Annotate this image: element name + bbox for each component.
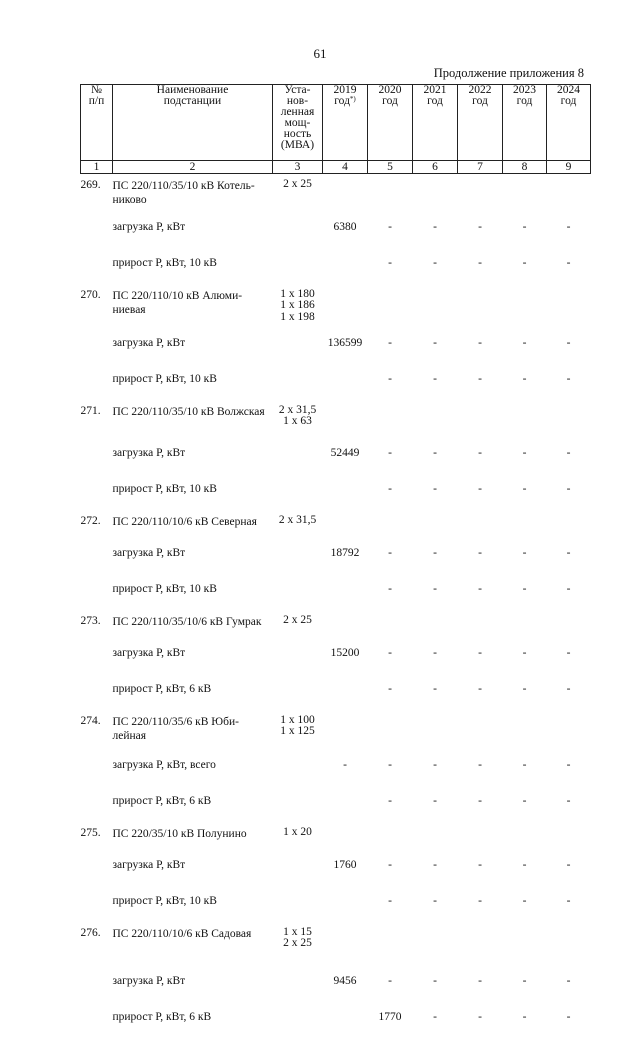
load-value: -	[478, 546, 482, 559]
growth-value: -	[388, 372, 392, 385]
substation-name	[113, 510, 273, 538]
load-value: -	[566, 646, 571, 659]
growth-value: -	[522, 794, 527, 807]
growth-value	[323, 886, 368, 922]
column-number: 1	[81, 161, 113, 174]
substation-name	[113, 610, 273, 638]
column-number: 7	[458, 161, 503, 174]
growth-value: -	[566, 1010, 571, 1023]
load-row	[81, 850, 591, 886]
growth-row	[81, 1002, 591, 1038]
load-value: 15200	[330, 646, 360, 659]
load-value: -	[522, 758, 527, 771]
growth-value: -	[566, 682, 571, 695]
load-label: загрузка Р, кВт	[112, 446, 186, 459]
growth-label: прирост Р, кВт, 10 кВ	[112, 256, 217, 269]
load-value: -	[433, 758, 437, 771]
installed-capacity	[273, 284, 323, 328]
installed-capacity	[273, 610, 323, 638]
load-value: -	[478, 220, 482, 233]
installed-capacity	[273, 400, 323, 438]
load-value: -	[388, 546, 392, 559]
load-value: -	[388, 974, 392, 987]
substation-title-row	[81, 610, 591, 638]
load-label: загрузка Р, кВт	[112, 858, 186, 871]
growth-label: прирост Р, кВт, 10 кВ	[112, 894, 217, 907]
load-value: 1760	[333, 858, 357, 871]
load-value: -	[566, 446, 571, 459]
growth-row	[81, 474, 591, 510]
growth-value: -	[388, 582, 392, 595]
page-number: 61	[313, 46, 327, 61]
growth-value: -	[522, 482, 527, 495]
column-number: 8	[503, 161, 547, 174]
load-value: -	[433, 336, 437, 349]
header-year-2020: 2020 год	[368, 85, 413, 161]
growth-value: -	[388, 894, 392, 907]
growth-value: -	[433, 582, 437, 595]
load-value: -	[433, 974, 437, 987]
load-value: 52449	[330, 446, 360, 459]
capacity-line: 2 х 31,5	[278, 513, 317, 526]
load-value: -	[343, 758, 347, 771]
growth-value: -	[433, 894, 437, 907]
growth-value: -	[566, 482, 571, 495]
capacity-line: 1 х 186	[280, 299, 315, 311]
growth-row	[81, 786, 591, 822]
substation-name-line: ПС 220/35/10 кВ Полунино	[112, 827, 247, 840]
growth-label: прирост Р, кВт, 6 кВ	[112, 682, 212, 695]
installed-capacity	[273, 922, 323, 966]
growth-value	[323, 1002, 368, 1038]
capacity-line: 1 х 63	[283, 415, 312, 427]
growth-value	[323, 674, 368, 710]
load-value: -	[522, 858, 527, 871]
substation-name-line: ПС 220/110/35/10 кВ Волжская	[112, 405, 265, 418]
header-year-2023: 2023 год	[503, 85, 547, 161]
column-number: 3	[273, 161, 323, 174]
substation-title-row	[81, 174, 591, 212]
growth-label: прирост Р, кВт, 6 кВ	[112, 1010, 212, 1023]
substation-number: 274.	[80, 714, 101, 727]
continuation-title: Продолжение приложения 8	[433, 66, 584, 80]
growth-value: -	[433, 256, 437, 269]
header-number: № п/п	[81, 85, 113, 161]
growth-row	[81, 364, 591, 400]
growth-value: -	[388, 482, 392, 495]
column-number: 5	[368, 161, 413, 174]
growth-row	[81, 574, 591, 610]
load-row	[81, 328, 591, 364]
load-value: 6380	[333, 220, 357, 233]
growth-label: прирост Р, кВт, 10 кВ	[112, 482, 217, 495]
load-value: -	[478, 646, 482, 659]
substation-number: 272.	[80, 514, 101, 527]
installed-capacity	[273, 174, 323, 212]
substation-table	[80, 84, 591, 1038]
growth-value: -	[433, 372, 437, 385]
load-value: -	[478, 336, 482, 349]
substation-name-line: ПС 220/110/35/6 кВ Юби-	[112, 715, 239, 728]
growth-value: -	[478, 794, 482, 807]
capacity-line: 2 х 25	[283, 178, 312, 190]
load-row	[81, 438, 591, 474]
load-row	[81, 966, 591, 1002]
substation-name	[113, 710, 273, 750]
load-value: -	[433, 220, 437, 233]
footnote-mark: *)	[349, 95, 356, 103]
substation-name-line: ПС 220/110/10/6 кВ Северная	[112, 515, 257, 528]
load-value: 9456	[333, 974, 357, 987]
growth-value: -	[566, 372, 571, 385]
header-name: Наименование подстанции	[113, 85, 273, 161]
growth-value: -	[478, 1010, 482, 1023]
growth-value: -	[522, 256, 527, 269]
load-value: -	[522, 446, 527, 459]
substation-name-line: ПС 220/110/10/6 кВ Садовая	[112, 927, 252, 940]
growth-value: -	[522, 582, 527, 595]
load-value: -	[566, 546, 571, 559]
capacity-line: 1 х 100	[280, 713, 315, 726]
load-row	[81, 538, 591, 574]
substation-number: 276.	[80, 926, 101, 939]
substation-name-line: ПС 220/110/35/10/6 кВ Гумрак	[112, 615, 262, 628]
table-header-row	[81, 85, 591, 161]
growth-value: -	[522, 372, 527, 385]
growth-value: -	[566, 582, 571, 595]
growth-value: -	[433, 482, 437, 495]
load-value: -	[433, 546, 437, 559]
growth-row	[81, 248, 591, 284]
load-label: загрузка Р, кВт	[112, 974, 186, 987]
substation-number: 269.	[80, 179, 101, 191]
column-number: 6	[413, 161, 458, 174]
growth-value: -	[388, 794, 392, 807]
table-body	[81, 174, 591, 1038]
growth-value: -	[522, 894, 527, 907]
growth-value: -	[566, 894, 571, 907]
growth-value	[323, 248, 368, 284]
load-value: -	[388, 858, 392, 871]
growth-value: -	[566, 256, 571, 269]
substation-name	[113, 284, 273, 328]
substation-number: 271.	[80, 404, 101, 417]
load-value: -	[433, 858, 437, 871]
header-year-2019: 2019 год*)	[323, 85, 368, 161]
load-value: 18792	[330, 546, 360, 559]
load-label: загрузка Р, кВт	[112, 336, 186, 349]
installed-capacity	[273, 510, 323, 538]
load-label: загрузка Р, кВт	[112, 646, 186, 659]
load-value: -	[522, 974, 527, 987]
load-value: -	[566, 758, 571, 771]
column-number-row	[81, 161, 591, 174]
growth-value: -	[433, 682, 437, 695]
load-row	[81, 212, 591, 248]
header-year-2024: 2024 год	[547, 85, 591, 161]
load-value: -	[478, 446, 482, 459]
load-value: -	[522, 546, 527, 559]
substation-number: 273.	[80, 614, 101, 627]
substation-number: 275.	[80, 826, 101, 839]
load-label: загрузка Р, кВт	[112, 220, 186, 233]
capacity-line: 2 х 31,5	[278, 403, 317, 416]
growth-value: -	[388, 256, 392, 269]
growth-value: -	[478, 372, 482, 385]
capacity-line: 1 х 198	[280, 310, 315, 323]
growth-value: -	[478, 482, 482, 495]
growth-value: -	[478, 682, 482, 695]
growth-value: -	[478, 256, 482, 269]
substation-name	[113, 922, 273, 966]
load-value: -	[388, 220, 392, 233]
growth-row	[81, 886, 591, 922]
load-value: -	[478, 858, 482, 871]
load-value: -	[566, 858, 571, 871]
load-value: -	[522, 336, 527, 349]
load-value: -	[566, 220, 571, 233]
growth-value: -	[433, 1010, 437, 1023]
load-row	[81, 750, 591, 786]
load-label: загрузка Р, кВт, всего	[112, 758, 216, 771]
growth-value: -	[388, 682, 392, 695]
substation-name-line: ПС 220/110/10 кВ Алюми-	[112, 289, 243, 302]
header-capacity: Уста- нов- ленная мощ- ность (МВА)	[273, 85, 323, 161]
load-value: -	[566, 336, 571, 349]
capacity-line: 1 х 125	[280, 725, 315, 737]
growth-value	[323, 786, 368, 822]
growth-value: -	[522, 682, 527, 695]
growth-label: прирост Р, кВт, 10 кВ	[112, 372, 217, 385]
growth-value	[323, 474, 368, 510]
load-value: -	[478, 758, 482, 771]
substation-title-row	[81, 922, 591, 966]
capacity-line: 1 х 20	[283, 825, 312, 838]
capacity-line: 2 х 25	[283, 613, 312, 626]
growth-value	[323, 364, 368, 400]
substation-title-row	[81, 284, 591, 328]
substation-title-row	[81, 710, 591, 750]
growth-value: -	[478, 894, 482, 907]
capacity-line: 1 х 15	[283, 925, 312, 938]
growth-value: -	[522, 1010, 527, 1023]
load-value: -	[388, 336, 392, 349]
load-value: -	[433, 646, 437, 659]
growth-row	[81, 674, 591, 710]
substation-title-row	[81, 822, 591, 850]
substation-title-row	[81, 400, 591, 438]
growth-value: 1770	[378, 1010, 402, 1023]
capacity-line: 1 х 180	[280, 287, 315, 300]
substation-name-line: никово	[112, 194, 147, 206]
substation-name	[113, 822, 273, 850]
growth-value: -	[433, 794, 437, 807]
growth-value: -	[478, 582, 482, 595]
substation-name-line: ниевая	[112, 303, 146, 316]
growth-value: -	[566, 794, 571, 807]
header-year-2022: 2022 год	[458, 85, 503, 161]
load-value: -	[388, 446, 392, 459]
substation-name	[113, 400, 273, 438]
column-number: 4	[323, 161, 368, 174]
load-value: -	[388, 758, 392, 771]
load-value: -	[566, 974, 571, 987]
load-row	[81, 638, 591, 674]
load-value: 136599	[327, 336, 363, 349]
substation-number: 270.	[80, 288, 101, 301]
substation-name-line: ПС 220/110/35/10 кВ Котель-	[112, 180, 255, 192]
substation-name-line: лейная	[112, 729, 147, 742]
growth-label: прирост Р, кВт, 6 кВ	[112, 794, 212, 807]
load-value: -	[433, 446, 437, 459]
load-label: загрузка Р, кВт	[112, 546, 186, 559]
installed-capacity	[273, 822, 323, 850]
installed-capacity	[273, 710, 323, 750]
column-number: 2	[113, 161, 273, 174]
load-value: -	[388, 646, 392, 659]
load-value: -	[522, 646, 527, 659]
header-year-2021: 2021 год	[413, 85, 458, 161]
growth-label: прирост Р, кВт, 10 кВ	[112, 582, 217, 595]
load-value: -	[478, 974, 482, 987]
capacity-line: 2 х 25	[283, 937, 312, 949]
load-value: -	[522, 220, 527, 233]
substation-name	[113, 174, 273, 212]
column-number: 9	[547, 161, 591, 174]
substation-title-row	[81, 510, 591, 538]
growth-value	[323, 574, 368, 610]
